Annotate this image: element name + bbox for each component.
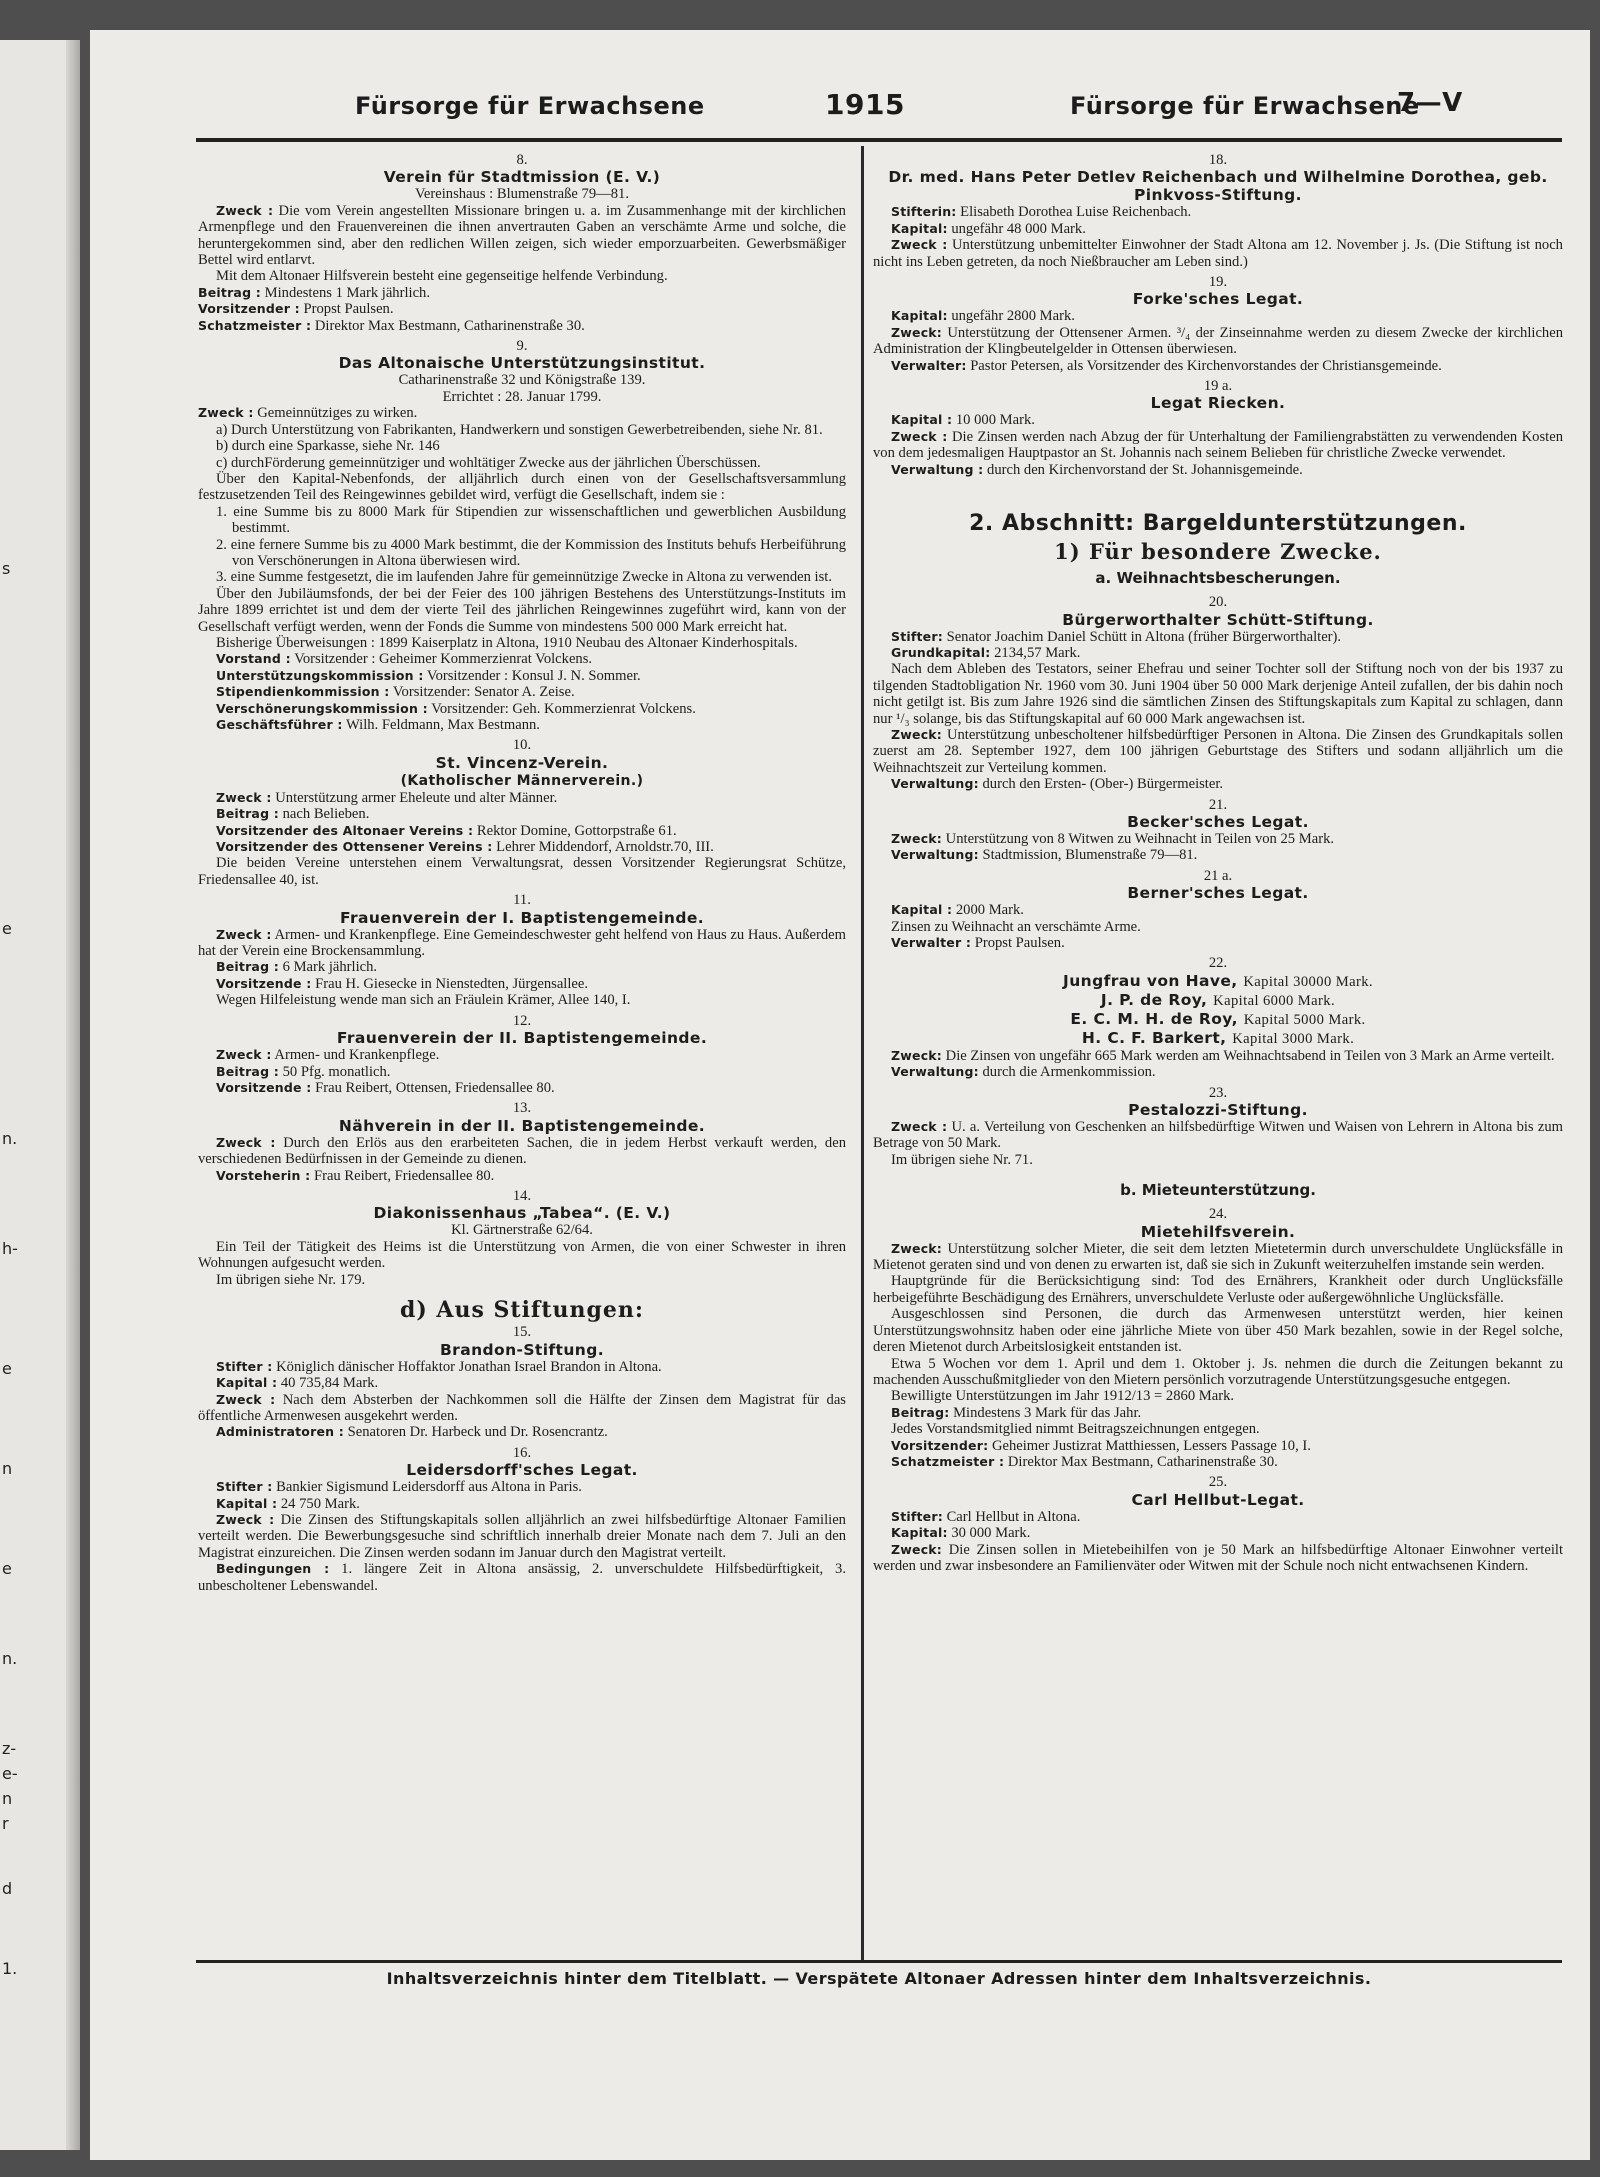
- entry-purpose: Zweck : Armen- und Krankenpflege. Eine Gemeindeschwester geht helfend von Haus zu Haus. Außerdem hat der Verein eine Brockensammlung.: [198, 926, 846, 960]
- entry-title: Dr. med. Hans Peter Detlev Reichenbach und Wilhelmine Dorothea, geb. Pinkvoss-Stiftung.: [888, 168, 1548, 205]
- entry-chair: Vorsteherin : Frau Reibert, Friedensallee 80.: [216, 1167, 495, 1184]
- entry-purpose: Zweck : Gemeinnütziges zu wirken.: [198, 405, 418, 422]
- entry-treasurer: Schatzmeister : Direktor Max Bestmann, Catharinenstraße 30.: [891, 1453, 1278, 1470]
- entry-title: Leidersdorff'sches Legat.: [406, 1461, 638, 1480]
- entry-founder: Stifter: Carl Hellbut in Altona.: [891, 1508, 1081, 1525]
- entry-number: 11.: [513, 892, 531, 909]
- entry-fee: Beitrag : Mindestens 1 Mark jährlich.: [198, 284, 430, 301]
- header-page-number: 7—V: [1397, 88, 1463, 118]
- entry-paragraph: Über den Jubiläumsfonds, der bei der Feier des 100 jährigen Bestehens des Unterstützungs-Instituts im Jahre 1899 errichtet ist und dem der vierte Teil des jährlichen Reingewinnes zugeführt wird, kann von der Gesellschaft verfügt werden, wenn der Fonds die Summe von mindestens 500 000 Mark erreicht hat.: [198, 585, 846, 635]
- entry-chair: Vorsitzender des Altonaer Vereins : Rektor Domine, Gottorpstraße 61.: [216, 822, 677, 839]
- entry-number: 8.: [516, 152, 528, 168]
- margin-fragment: e: [2, 919, 12, 938]
- entry-chair: Vorsitzender des Ottensener Vereins : Lehrer Middendorf, Arnoldstr.70, III.: [216, 839, 714, 856]
- entry-title: Nähverein in der II. Baptistengemeinde.: [338, 1116, 706, 1135]
- entry-chair: Vorsitzende : Frau Reibert, Ottensen, Friedensallee 80.: [216, 1079, 555, 1096]
- entry-commission: Stipendienkommission : Vorsitzender: Senator A. Zeise.: [216, 684, 575, 701]
- entry-chair: Vorsitzender : Propst Paulsen.: [198, 301, 394, 318]
- entry-subtitle: Catharinenstraße 32 und Königstraße 139.: [398, 372, 646, 389]
- facing-page-edge: [0, 40, 80, 2150]
- right-column: [873, 148, 1563, 1574]
- margin-fragment: n.: [2, 1649, 18, 1668]
- entry-title: Diakonissenhaus „Tabea“. (E. V.): [373, 1204, 671, 1223]
- section-heading: d) Aus Stiftungen:: [399, 1296, 645, 1323]
- legacy-line: J. P. de Roy, Kapital 6000 Mark.: [1100, 990, 1336, 1009]
- page-footer: Inhaltsverzeichnis hinter dem Titelblatt. — Verspätete Altonaer Adressen hinter dem Inhaltsverzeichnis.: [386, 1969, 1372, 1988]
- entry-subtitle: (Katholischer Männerverein.): [400, 772, 644, 789]
- entry-purpose: Zweck : Armen- und Krankenpflege.: [216, 1047, 440, 1064]
- margin-fragment: n: [2, 1459, 13, 1478]
- margin-fragment: n.: [2, 1129, 18, 1148]
- entry-manager: Geschäftsführer : Wilh. Feldmann, Max Bestmann.: [216, 717, 540, 733]
- entry-number: 13.: [512, 1100, 532, 1117]
- entry-title: Berner'sches Legat.: [1127, 884, 1309, 903]
- entry-administrator: Verwalter: Pastor Petersen, als Vorsitzender des Kirchenvorstandes der Christiansgemeinde.: [891, 357, 1442, 374]
- header-left-title: Fürsorge für Erwachsene: [355, 92, 705, 120]
- entry-list-item: 3. eine Summe festgesetzt, die im laufenden Jahre für gemeinnützige Zwecke in Altona zu verwenden ist.: [216, 569, 832, 586]
- legacy-line: H. C. F. Barkert, Kapital 3000 Mark.: [1081, 1028, 1355, 1047]
- entry-paragraph: Nach dem Ableben des Testators, seiner Ehefrau und seiner Tochter soll der Stiftung noch von der bis 1937 zu tilgenden Stadtobligation Nr. 1960 vom 30. Juni 1904 über 50 000 Mark derjenige Anteil zufallen, der bis dahin noch nicht getilgt ist. Bis zum Jahre 1926 sind die sämtlichen Zinsen des Stiftungskapitals zum Kapital zu schlagen, dann nur ¹/₃ solange, bis das Stiftungskapital auf 60 000 Mark angewachsen ist.: [873, 661, 1563, 727]
- entry-list-item: b) durch eine Sparkasse, siehe Nr. 146: [216, 438, 440, 455]
- column-divider: [861, 146, 864, 1961]
- entry-paragraph: Bisherige Überweisungen : 1899 Kaiserplatz in Altona, 1910 Neubau des Altonaer Kinderhospitals.: [216, 634, 798, 651]
- entry-note: Wegen Hilfeleistung wende man sich an Fräulein Krämer, Allee 140, I.: [216, 992, 631, 1009]
- margin-fragment: s: [2, 559, 11, 578]
- entry-purpose: Zweck: Unterstützung unbescholtener hilfsbedürftiger Personen in Altona. Die Zinsen des Grundkapitals sollen zuerst am 28. September 1927, dem 100 jährigen Geburtstage des Stifters und sodann alljährlich um die Weihnachtszeit zur Verteilung kommen.: [873, 726, 1564, 776]
- entry-number: 18.: [1208, 152, 1228, 168]
- entry-paragraph: Zinsen zu Weihnacht an verschämte Arme.: [891, 918, 1141, 935]
- entry-administration: Verwaltung: durch den Ersten- (Ober-) Bürgermeister.: [891, 776, 1224, 793]
- entry-paragraph: Im übrigen siehe Nr. 179.: [216, 1271, 366, 1288]
- entry-purpose: Zweck : Unterstützung unbemittelter Einwohner der Stadt Altona am 12. November j. Js. (Die Stiftung ist noch nicht ins Leben getreten, da noch Nießbraucher am Leben sind.): [873, 237, 1563, 270]
- margin-fragment: e: [2, 1359, 12, 1378]
- entry-note: Im übrigen siehe Nr. 71.: [891, 1151, 1033, 1168]
- entry-paragraph: Über den Kapital-Nebenfonds, der alljährlich durch einen von der Gesellschaftsversammlung festzusetzenden Teil des Reingewinnes gebildet wird, verfügt die Gesellschaft, indem sie :: [198, 470, 846, 504]
- entry-chair: Vorsitzender: Geheimer Justizrat Matthiessen, Lessers Passage 10, I.: [891, 1437, 1311, 1454]
- entry-title: Das Altonaische Unterstützungsinstitut.: [338, 354, 706, 373]
- entry-conditions: Bedingungen : 1. längere Zeit in Altona ansässig, 2. unverschuldete Hilfsbedürftigkeit, 3. unbescholtener Lebenswandel.: [198, 1561, 846, 1594]
- entry-founder: Stifter : Königlich dänischer Hoffaktor Jonathan Israel Brandon in Altona.: [216, 1358, 662, 1375]
- subsection-heading: b. Mieteunterstützung.: [1120, 1181, 1316, 1200]
- entry-title: Pestalozzi-Stiftung.: [1128, 1101, 1308, 1120]
- entry-administration: Verwaltung: durch die Armenkommission.: [891, 1064, 1156, 1081]
- entry-title: Brandon-Stiftung.: [439, 1340, 605, 1359]
- entry-number: 20.: [1208, 594, 1228, 611]
- legacy-line: Jungfrau von Have, Kapital 30000 Mark.: [1063, 971, 1373, 990]
- entry-purpose: Zweck : Die vom Verein angestellten Missionare bringen u. a. im Zusammenhange mit der kirchlichen Armenpflege und den Frauenvereinen die ihnen anvertrauten Gaben an verschämte Arme und solche, die heruntergekommen sind, aber den redlichen Willen zeigen, sich wieder emporzuarbeiten. Gewerbsmäßiger Bettel wird entlarvt.: [198, 202, 846, 269]
- entry-list-item: a) Durch Unterstützung von Fabrikanten, Handwerkern und sonstigen Gewerbetreibenden, siehe Nr. 81.: [216, 421, 823, 438]
- entry-admins: Administratoren : Senatoren Dr. Harbeck und Dr. Rosencrantz.: [216, 1424, 608, 1441]
- entry-administrator: Verwalter : Propst Paulsen.: [891, 935, 1065, 951]
- entry-capital: Kapital: 30 000 Mark.: [891, 1525, 1031, 1542]
- entry-purpose: Zweck : Die Zinsen werden nach Abzug der für Unterhaltung der Familiengrabstätten zu verwendenden Kosten von dem jedesmaligen Hauptpastor an St. Johannis nach seinem Belieben für christliche Zwecke verwendet.: [873, 428, 1563, 462]
- entry-capital: Kapital : 24 750 Mark.: [216, 1495, 360, 1512]
- entry-founder: Stifterin: Elisabeth Dorothea Luise Reichenbach.: [891, 204, 1192, 221]
- entry-commission: Unterstützungskommission : Vorsitzender : Konsul J. N. Sommer.: [216, 667, 641, 684]
- entry-paragraph: Jedes Vorstandsmitglied nimmt Beitragszeichnungen entgegen.: [891, 1421, 1260, 1438]
- entry-number: 15.: [512, 1324, 532, 1341]
- chapter-heading: 2. Abschnitt: Bargeldunterstützungen.: [969, 511, 1467, 537]
- entry-title: Bürgerworthalter Schütt-Stiftung.: [1062, 610, 1374, 629]
- entry-title: Frauenverein der II. Baptistengemeinde.: [336, 1029, 708, 1048]
- entry-purpose: Zweck: Unterstützung solcher Mieter, die seit dem letzten Mietetermin durch unverschuldete Unglücksfälle in Mietenot geraten sind und von denen zu erwarten ist, daß sie sich in Zukunft weiterzuhelfen imstande sein werden.: [873, 1240, 1563, 1274]
- entry-paragraph: Bewilligte Unterstützungen im Jahr 1912/13 = 2860 Mark.: [891, 1388, 1235, 1405]
- header-right-title: Fürsorge für Erwachsene: [1070, 92, 1420, 120]
- entry-founder: Stifter: Senator Joachim Daniel Schütt in Altona (früher Bürgerworthalter).: [891, 628, 1342, 645]
- entry-title: Forke'sches Legat.: [1132, 290, 1304, 309]
- entry-number: 21 a.: [1203, 867, 1233, 884]
- header-rule: [196, 138, 1562, 142]
- entry-purpose: Zweck: Unterstützung von 8 Witwen zu Weihnacht in Teilen von 25 Mark.: [891, 830, 1335, 847]
- entry-number: 10.: [512, 737, 532, 754]
- entry-fee: Beitrag : nach Belieben.: [216, 806, 370, 823]
- entry-title: Legat Riecken.: [1150, 394, 1286, 413]
- margin-fragment: 1.: [2, 1959, 18, 1978]
- entry-number: 21.: [1208, 796, 1228, 813]
- entry-commission: Verschönerungskommission : Vorsitzender: Geh. Kommerzienrat Volckens.: [216, 700, 696, 717]
- entry-title: St. Vincenz-Verein.: [435, 753, 609, 772]
- entry-note: Die beiden Vereine unterstehen einem Verwaltungsrat, dessen Vorsitzender Regierungsrat Schütze, Friedensallee 40, ist.: [198, 855, 846, 888]
- entry-number: 19.: [1208, 274, 1228, 291]
- entry-title: Frauenverein der I. Baptistengemeinde.: [339, 908, 705, 927]
- margin-fragment: e-: [2, 1764, 18, 1783]
- entry-title: Carl Hellbut-Legat.: [1131, 1490, 1305, 1509]
- entry-subtitle: Kl. Gärtnerstraße 62/64.: [451, 1222, 593, 1239]
- entry-note: Mit dem Altonaer Hilfsverein besteht eine gegenseitige helfende Verbindung.: [216, 268, 668, 285]
- margin-fragment: n: [2, 1789, 13, 1808]
- entry-capital: Kapital : 2000 Mark.: [891, 902, 1024, 919]
- entry-title: Verein für Stadtmission (E. V.): [383, 168, 661, 187]
- entry-subtitle: Vereinshaus : Blumenstraße 79—81.: [414, 186, 629, 203]
- document-page: [90, 30, 1590, 2160]
- entry-subtitle: Errichtet : 28. Januar 1799.: [442, 388, 602, 405]
- entry-paragraph: Ein Teil der Tätigkeit des Heims ist die Unterstützung von Armen, die von einer Schwester in ihren Wohnungen aufgesucht werden.: [198, 1238, 846, 1272]
- entry-administration: Verwaltung: Stadtmission, Blumenstraße 79—81.: [891, 847, 1198, 864]
- entry-purpose: Zweck: Die Zinsen von ungefähr 665 Mark werden am Weihnachtsabend in Teilen von 3 Mark an Arme verteilt.: [891, 1047, 1555, 1064]
- legacy-line: E. C. M. H. de Roy, Kapital 5000 Mark.: [1070, 1009, 1366, 1028]
- entry-purpose: Zweck: Die Zinsen sollen in Mietebeihilfen von je 50 Mark an hilfsbedürftige Altonaer Einwohner verteilt werden und zwar insbesondere an Familienväter oder Witwen mit der Schule noch nicht entwachsenen Kindern.: [873, 1541, 1563, 1574]
- entry-purpose: Zweck: Unterstützung der Ottensener Armen. ³/₄ der Zinseinnahme werden zu diesem Zwecke der kirchlichen Administration der Klingbeutelgelder in Ottensen überwiesen.: [873, 324, 1563, 358]
- entry-list-item: 2. eine fernere Summe bis zu 4000 Mark bestimmt, die der Kommission des Instituts behufs Herbeiführung von Verschönerungen in Altona überwiesen wird.: [216, 536, 846, 569]
- entry-paragraph: Hauptgründe für die Berücksichtigung sind: Tod des Ernährers, Krankheit oder durch Unglücksfälle herbeigeführte Beschädigung des Ernährers, unverschuldete Verluste oder außergewöhnliche Unglücksfälle.: [873, 1273, 1563, 1306]
- entry-board: Vorstand : Vorsitzender : Geheimer Kommerzienrat Volckens.: [216, 651, 593, 668]
- entry-list-item: c) durchFörderung gemeinnütziger und wohltätiger Zwecke aus der jährlichen Überschüssen.: [216, 454, 761, 471]
- entry-paragraph: Etwa 5 Wochen vor dem 1. April und dem 1. Oktober j. Js. nehmen die durch die Zeitungen bekannt zu machenden Ausschußmitglieder von den Mietern persönlich vorzutragende Unterstützungsgesuche entgegen.: [873, 1355, 1563, 1388]
- entry-title: Becker'sches Legat.: [1127, 812, 1309, 831]
- entry-purpose: Zweck : Durch den Erlös aus den erarbeiteten Sachen, die in jedem Herbst verkauft werden, den verschiedenen Bedürfnissen in der Gemeinde zu dienen.: [198, 1134, 846, 1168]
- entry-administration: Verwaltung : durch den Kirchenvorstand der St. Johannisgemeinde.: [891, 461, 1303, 478]
- entry-number: 23.: [1208, 1084, 1228, 1101]
- entry-fee: Beitrag : 6 Mark jährlich.: [216, 959, 378, 976]
- margin-fragment: h-: [2, 1239, 18, 1258]
- entry-chair: Vorsitzende : Frau H. Giesecke in Nienstedten, Jürgensallee.: [216, 975, 589, 992]
- entry-number: 19 a.: [1203, 378, 1233, 395]
- page-gutter-shadow: [66, 40, 80, 2150]
- entry-capital: Kapital : 40 735,84 Mark.: [216, 1375, 379, 1392]
- section-heading: 1) Für besondere Zwecke.: [1054, 539, 1382, 565]
- entry-purpose: Zweck : Die Zinsen des Stiftungskapitals sollen alljährlich an zwei hilfsbedürftige Altonaer Familien verteilt werden. Die Bewerbungsgesuche sind schriftlich innerhalb dreier Monate nach dem 7. Juli an den Magistrat einzureichen. Die Zinsen werden sodann im Januar durch den Magistrat verteilt.: [198, 1512, 846, 1561]
- margin-fragment: z-: [2, 1739, 17, 1758]
- entry-treasurer: Schatzmeister : Direktor Max Bestmann, Catharinenstraße 30.: [198, 317, 585, 334]
- entry-fee: Beitrag: Mindestens 3 Mark für das Jahr.: [891, 1404, 1142, 1421]
- entry-fee: Beitrag : 50 Pfg. monatlich.: [216, 1063, 391, 1080]
- entry-founder: Stifter : Bankier Sigismund Leidersdorff aus Altona in Paris.: [216, 1479, 582, 1496]
- left-column: [198, 148, 846, 1594]
- page-header: [90, 30, 1590, 140]
- margin-fragment: e: [2, 1559, 12, 1578]
- entry-title: Mietehilfsverein.: [1140, 1222, 1296, 1241]
- entry-purpose: Zweck : U. a. Verteilung von Geschenken an hilfsbedürftige Witwen und Waisen von Lehrern in Altona bis zum Betrage von 50 Mark.: [873, 1119, 1563, 1152]
- margin-fragment: r: [2, 1814, 9, 1833]
- entry-number: 16.: [512, 1444, 532, 1461]
- entry-number: 22.: [1208, 955, 1228, 972]
- footer-rule: [196, 1960, 1562, 1963]
- entry-purpose: Zweck : Nach dem Absterben der Nachkommen soll die Hälfte der Zinsen dem Magistrat für das öffentliche Armenwesen ausgekehrt werden.: [198, 1391, 846, 1424]
- entry-capital: Kapital: ungefähr 2800 Mark.: [891, 308, 1075, 325]
- entry-number: 9.: [516, 338, 528, 355]
- entry-number: 25.: [1208, 1474, 1228, 1491]
- entry-number: 24.: [1208, 1206, 1228, 1223]
- entry-paragraph: Ausgeschlossen sind Personen, die durch das Armenwesen unterstützt werden, hier keinen Unterstützungswohnsitz haben oder eine jährliche Miete von über 450 Mark bezahlen, sowie in der Regel solche, deren Mietenot durch Arbeitslosigkeit entstanden ist.: [873, 1306, 1563, 1356]
- entry-capital: Kapital: ungefähr 48 000 Mark.: [891, 220, 1086, 237]
- entry-number: 12.: [512, 1012, 532, 1029]
- entry-purpose: Zweck : Unterstützung armer Eheleute und alter Männer.: [216, 789, 558, 806]
- header-year: 1915: [825, 88, 905, 121]
- margin-fragment: d: [2, 1879, 13, 1898]
- entry-capital: Kapital : 10 000 Mark.: [891, 412, 1035, 429]
- subsection-heading: a. Weihnachtsbescherungen.: [1095, 569, 1341, 588]
- entry-number: 14.: [512, 1187, 532, 1204]
- entry-capital: Grundkapital: 2134,57 Mark.: [891, 644, 1081, 661]
- entry-list-item: 1. eine Summe bis zu 8000 Mark für Stipendien zur wissenschaftlichen und gewerblichen Ausbildung bestimmt.: [216, 503, 846, 537]
